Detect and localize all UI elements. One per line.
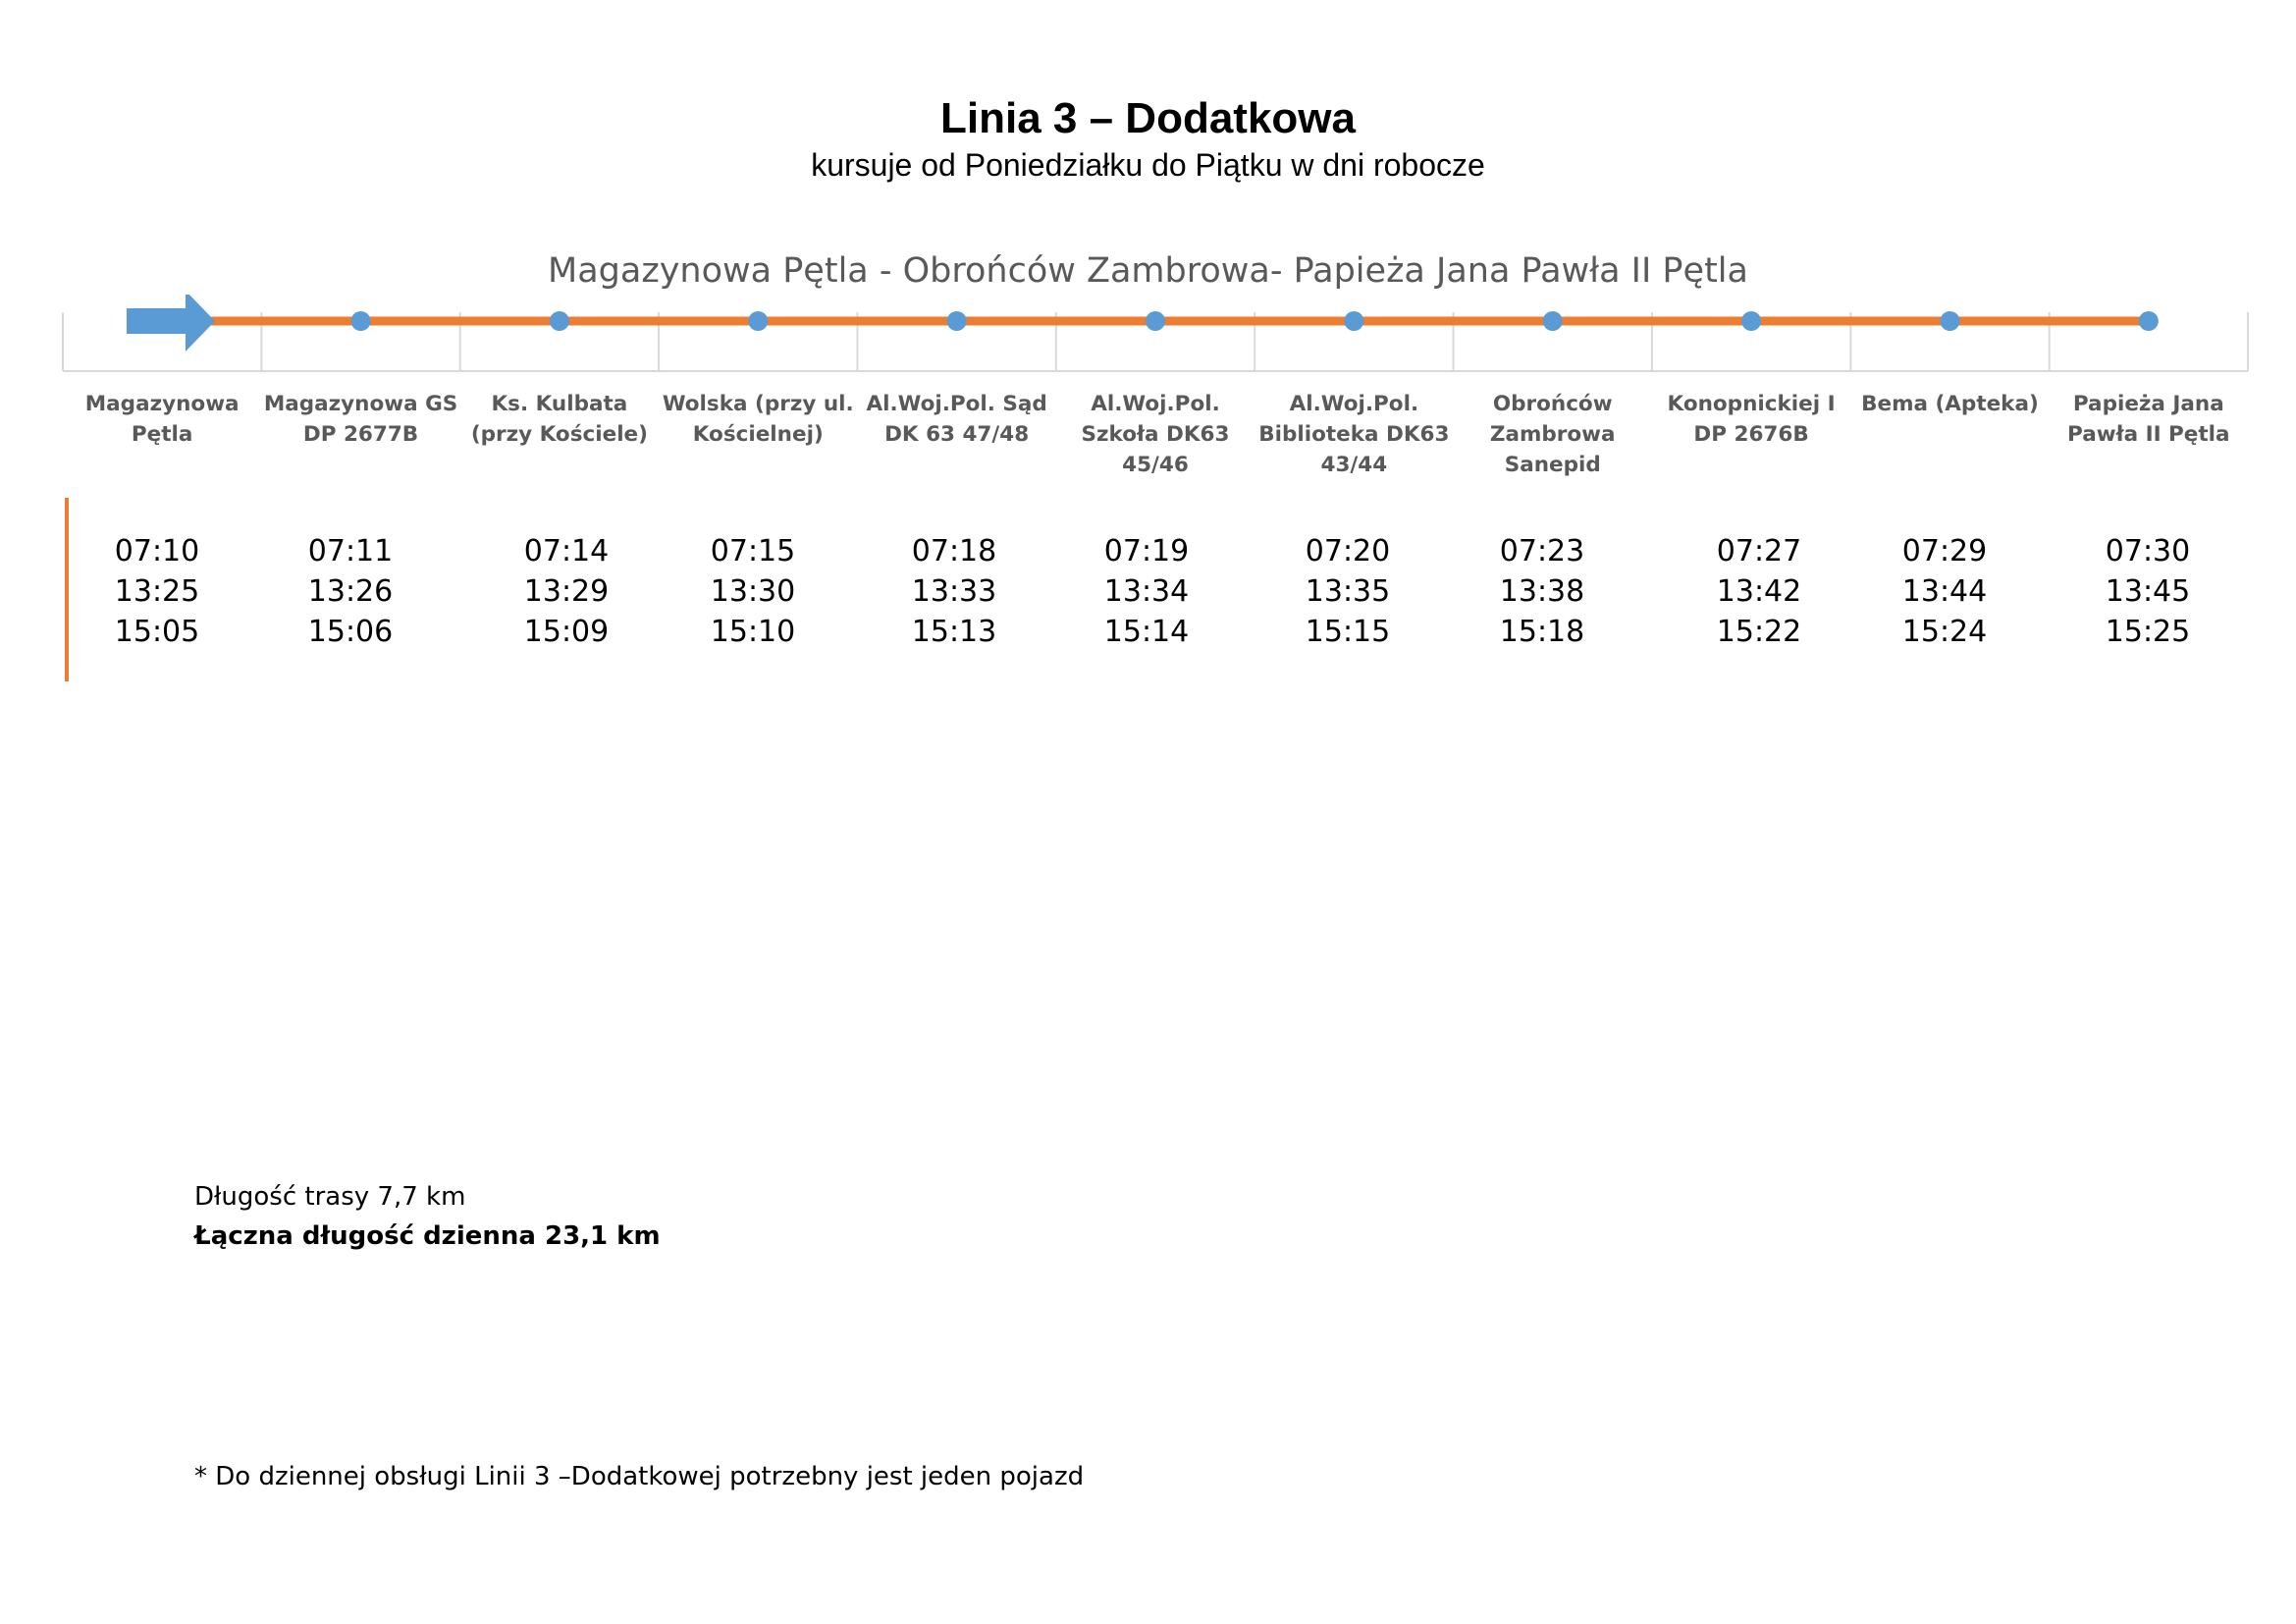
stop-marker — [1344, 311, 1363, 331]
departure-time: 15:10 — [710, 615, 796, 649]
stop-label: Wolska (przy ul. Kościelnej) — [662, 392, 854, 447]
time-column — [498, 531, 635, 652]
departure-time: 15:22 — [1716, 615, 1802, 649]
timetable-accent-bar — [65, 498, 69, 681]
departure-time: 07:10 — [114, 534, 200, 568]
stop-marker — [1543, 311, 1563, 331]
daily-length: Łączna długość dzienna 23,1 km — [194, 1221, 661, 1251]
stop-label: Papieża Jana Pawła II Pętla — [2067, 392, 2230, 447]
stop-label: Magazynowa GS DP 2677B — [263, 392, 458, 447]
stop-marker — [2139, 311, 2159, 331]
time-column — [1473, 531, 1611, 652]
departure-time: 13:26 — [307, 574, 394, 609]
departure-time: 15:18 — [1499, 615, 1585, 649]
departure-time: 07:30 — [2105, 534, 2191, 568]
vehicle-note: * Do dziennej obsługi Linii 3 –Dodatkowej potrzebny jest jeden pojazd — [194, 1462, 1085, 1491]
stop-label: Al.Woj.Pol. Biblioteka DK63 43/44 — [1258, 392, 1450, 477]
departure-time: 15:13 — [911, 615, 997, 649]
departure-time: 15:15 — [1305, 615, 1391, 649]
stop-label: Al.Woj.Pol. Szkoła DK63 45/46 — [1081, 392, 1230, 477]
departure-time: 13:38 — [1499, 574, 1585, 609]
time-column — [282, 531, 419, 652]
stop-label: Al.Woj.Pol. Sąd DK 63 47/48 — [866, 392, 1047, 447]
departure-time: 13:35 — [1305, 574, 1391, 609]
time-column — [885, 531, 1023, 652]
stop-label: Konopnickiej I DP 2676B — [1667, 392, 1836, 447]
time-column — [1078, 531, 1215, 652]
route-title: Magazynowa Pętla - Obrońców Zambrowa- Papieża Jana Pawła II Pętla — [548, 251, 1748, 291]
time-column — [684, 531, 822, 652]
departure-time: 13:25 — [114, 574, 200, 609]
departure-time: 07:23 — [1499, 534, 1585, 568]
time-column — [1690, 531, 1828, 652]
stop-marker — [1146, 311, 1165, 331]
departure-time: 15:05 — [114, 615, 200, 649]
time-column — [2079, 531, 2216, 652]
time-column — [88, 531, 226, 652]
departure-time: 07:14 — [523, 534, 610, 568]
departure-time: 13:34 — [1103, 574, 1190, 609]
stop-marker — [1940, 311, 1959, 331]
departure-time: 15:25 — [2105, 615, 2191, 649]
stop-marker — [550, 311, 569, 331]
stop-marker — [1741, 311, 1761, 331]
departure-time: 13:44 — [1901, 574, 1988, 609]
direction-arrow-icon — [127, 295, 215, 352]
departure-time: 07:11 — [307, 534, 394, 568]
departure-time: 13:42 — [1716, 574, 1802, 609]
stop-label: Bema (Apteka) — [1861, 392, 2039, 416]
departure-time: 13:33 — [911, 574, 997, 609]
departure-time: 13:30 — [710, 574, 796, 609]
route-diagram — [0, 295, 2296, 393]
stop-marker — [947, 311, 967, 331]
stop-marker — [351, 311, 371, 331]
page-title: Linia 3 – Dodatkowa — [940, 94, 1356, 142]
departure-time: 15:09 — [523, 615, 610, 649]
departure-time: 15:14 — [1103, 615, 1190, 649]
stop-label: Obrońców Zambrowa Sanepid — [1489, 392, 1616, 477]
departure-time: 07:29 — [1901, 534, 1988, 568]
time-column — [1279, 531, 1416, 652]
stop-label: Magazynowa Pętla — [84, 392, 240, 447]
departure-time: 07:19 — [1103, 534, 1190, 568]
departure-time: 07:15 — [710, 534, 796, 568]
stop-marker — [748, 311, 768, 331]
departure-time: 07:18 — [911, 534, 997, 568]
departure-time: 07:27 — [1716, 534, 1802, 568]
departure-time: 15:06 — [307, 615, 394, 649]
stop-label: Ks. Kulbata (przy Kościele) — [470, 392, 648, 447]
page-subtitle: kursuje od Poniedziałku do Piątku w dni robocze — [811, 147, 1485, 183]
departure-time: 13:45 — [2105, 574, 2191, 609]
departure-time: 13:29 — [523, 574, 610, 609]
departure-time: 15:24 — [1901, 615, 1988, 649]
route-length: Długość trasy 7,7 km — [194, 1182, 466, 1212]
time-column — [1876, 531, 2013, 652]
departure-time: 07:20 — [1305, 534, 1391, 568]
